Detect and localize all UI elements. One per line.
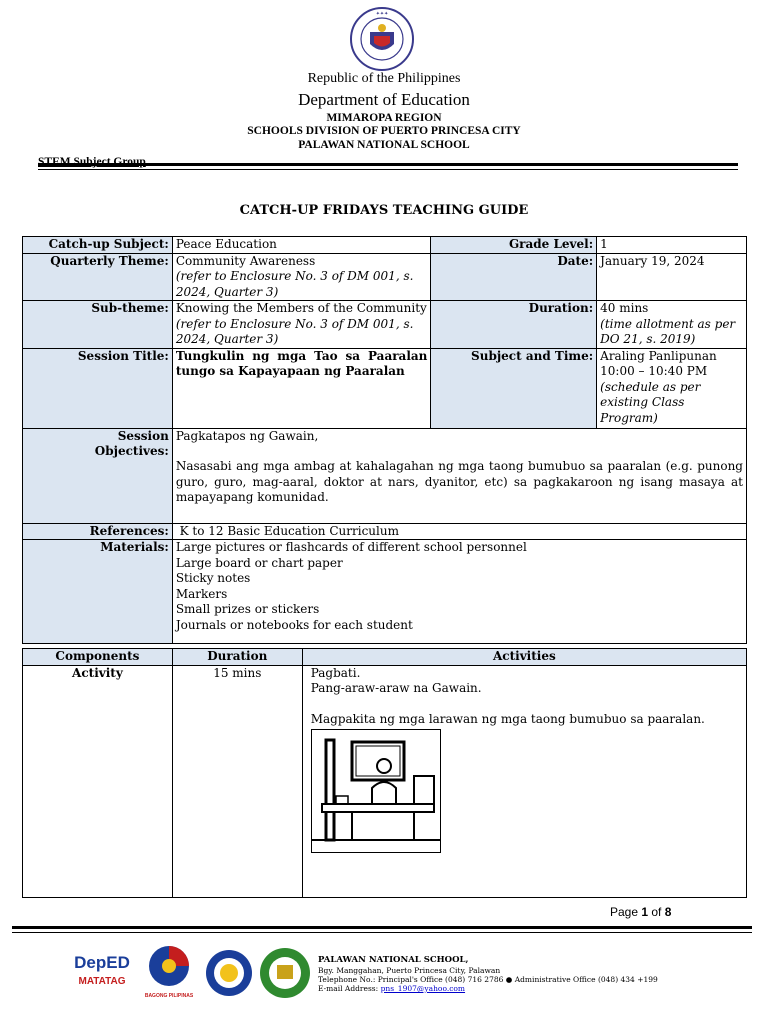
footer-school-name: PALAWAN NATIONAL SCHOOL, xyxy=(318,955,469,965)
email-label: E-mail Address: xyxy=(318,984,381,993)
materials-item: Journals or notebooks for each student xyxy=(175,617,413,632)
component-duration: 15 mins xyxy=(172,665,302,897)
table-row xyxy=(23,540,747,644)
page-of: of xyxy=(648,905,665,919)
bagong-pilipinas-logo xyxy=(142,944,196,1000)
grade-label: Grade Level: xyxy=(431,237,597,254)
components-table xyxy=(22,648,747,898)
date-label: Date: xyxy=(431,253,597,301)
table-row xyxy=(23,253,747,301)
header-rule-thick xyxy=(38,163,738,166)
session-value: Tungkulin ng mga Tao sa Paaralan tungo sa Kapayapaan ng Paaralan xyxy=(172,348,431,428)
table-row xyxy=(23,523,747,540)
component-value: Activity xyxy=(23,665,173,897)
components-header: Components xyxy=(23,649,173,666)
region-line: MIMAROPA REGION xyxy=(326,112,442,124)
table-row xyxy=(23,348,747,428)
grade-value: 1 xyxy=(597,237,747,254)
objectives-cell xyxy=(172,428,746,523)
materials-label: Materials: xyxy=(23,540,173,644)
theme-note: (refer to Enclosure No. 3 of DM 001, s. 2024, Quarter 3) xyxy=(175,269,414,299)
subtheme-note: (refer to Enclosure No. 3 of DM 001, s. 2024, Quarter 3) xyxy=(175,316,414,346)
subject-time-time: 10:00 – 10:40 PM xyxy=(600,364,708,378)
footer-address: Bgy. Manggahan, Puerto Princesa City, Palawan xyxy=(318,966,501,975)
school-seal-logo xyxy=(258,946,312,1000)
materials-item: Large pictures or flashcards of different school personnel xyxy=(175,540,527,554)
email-link[interactable]: pns_1907@yahoo.com xyxy=(380,984,466,993)
activity-line: Magpakita ng mga larawan ng mga taong bumubuo sa paaralan. xyxy=(310,711,705,726)
division-line: SCHOOLS DIVISION OF PUERTO PRINCESA CITY xyxy=(247,125,521,137)
footer-email xyxy=(318,984,465,993)
subject-time-label: Subject and Time: xyxy=(431,348,597,428)
svg-text:✦✦✦: ✦✦✦ xyxy=(375,11,389,17)
references-label: References: xyxy=(23,523,173,540)
materials-item: Small prizes or stickers xyxy=(175,602,320,616)
activities-cell xyxy=(302,665,746,897)
duration-value: 40 mins xyxy=(600,301,649,315)
activity-line: Pagbati. xyxy=(310,665,361,680)
subtheme-cell xyxy=(172,301,431,349)
guide-title: CATCH-UP FRIDAYS TEACHING GUIDE xyxy=(239,203,529,218)
division-seal-logo xyxy=(204,948,254,998)
date-value: January 19, 2024 xyxy=(597,253,747,301)
table-header-row xyxy=(23,649,747,666)
subject-time-note: (schedule as per existing Class Program) xyxy=(600,379,701,425)
materials-item: Markers xyxy=(175,586,228,601)
matatag-text: MATATAG xyxy=(78,976,126,987)
deped-text: DepED xyxy=(74,953,130,972)
theme-cell xyxy=(172,253,431,301)
subject-group-label: STEM Subject Group xyxy=(38,156,146,168)
objectives-label xyxy=(23,428,173,523)
footer-rule-thin xyxy=(12,932,752,933)
table-row xyxy=(23,428,747,523)
page-current: 1 xyxy=(641,905,649,919)
duration-label: Duration: xyxy=(431,301,597,349)
table-row xyxy=(23,301,747,349)
activities-header: Activities xyxy=(302,649,746,666)
subject-time-cell xyxy=(597,348,747,428)
page-prefix: Page xyxy=(610,905,642,919)
page-total: 8 xyxy=(664,905,672,919)
deped-seal-logo xyxy=(347,6,417,72)
subtheme-value: Knowing the Members of the Community xyxy=(175,301,427,315)
references-value: K to 12 Basic Education Curriculum xyxy=(172,523,746,540)
activity-line: Pang-araw-araw na Gawain. xyxy=(310,681,482,695)
table-row xyxy=(23,665,747,897)
page-number xyxy=(610,905,671,919)
activity-blank xyxy=(311,697,743,712)
theme-label: Quarterly Theme: xyxy=(23,253,173,301)
school-line: PALAWAN NATIONAL SCHOOL xyxy=(298,139,470,151)
materials-cell xyxy=(172,540,746,644)
header-rule-thin xyxy=(38,169,738,170)
objectives-intro: Pagkatapos ng Gawain, xyxy=(175,428,319,443)
objectives-label-1: Session xyxy=(117,428,169,443)
session-label: Session Title: xyxy=(23,348,173,428)
duration-header: Duration xyxy=(172,649,302,666)
footer-rule-thick xyxy=(12,926,752,929)
department-line: Department of Education xyxy=(298,90,470,109)
info-table xyxy=(22,236,747,644)
objectives-label-2: Objectives: xyxy=(94,444,169,458)
subtheme-label: Sub-theme: xyxy=(23,301,173,349)
subject-time-subject: Araling Panlipunan xyxy=(600,348,717,363)
bagong-text: BAGONG PILIPINAS xyxy=(144,993,194,999)
table-row xyxy=(23,237,747,254)
republic-line: Republic of the Philippines xyxy=(307,71,461,86)
school-principal-image xyxy=(311,729,441,853)
objectives-text: Nasasabi ang mga ambag at kahalagahan ng mga taong bumubuo sa paaralan (e.g. punong guro, guro, mag-aaral, doktor at nars, dyanitor, etc) sa pagkakaroon ng isang masaya at mapayapang komunidad. xyxy=(175,459,743,504)
materials-item: Sticky notes xyxy=(175,571,251,585)
duration-cell xyxy=(597,301,747,349)
footer-telephone: Telephone No.: Principal's Office (048) 716 2786 ● Administrative Office (048) 434 +199 xyxy=(318,975,658,984)
deped-matatag-logo xyxy=(72,944,132,994)
duration-note: (time allotment as per DO 21, s. 2019) xyxy=(600,316,736,346)
subject-value: Peace Education xyxy=(172,237,431,254)
theme-value: Community Awareness xyxy=(175,253,316,268)
materials-item: Large board or chart paper xyxy=(175,555,343,570)
subject-label: Catch-up Subject: xyxy=(23,237,173,254)
